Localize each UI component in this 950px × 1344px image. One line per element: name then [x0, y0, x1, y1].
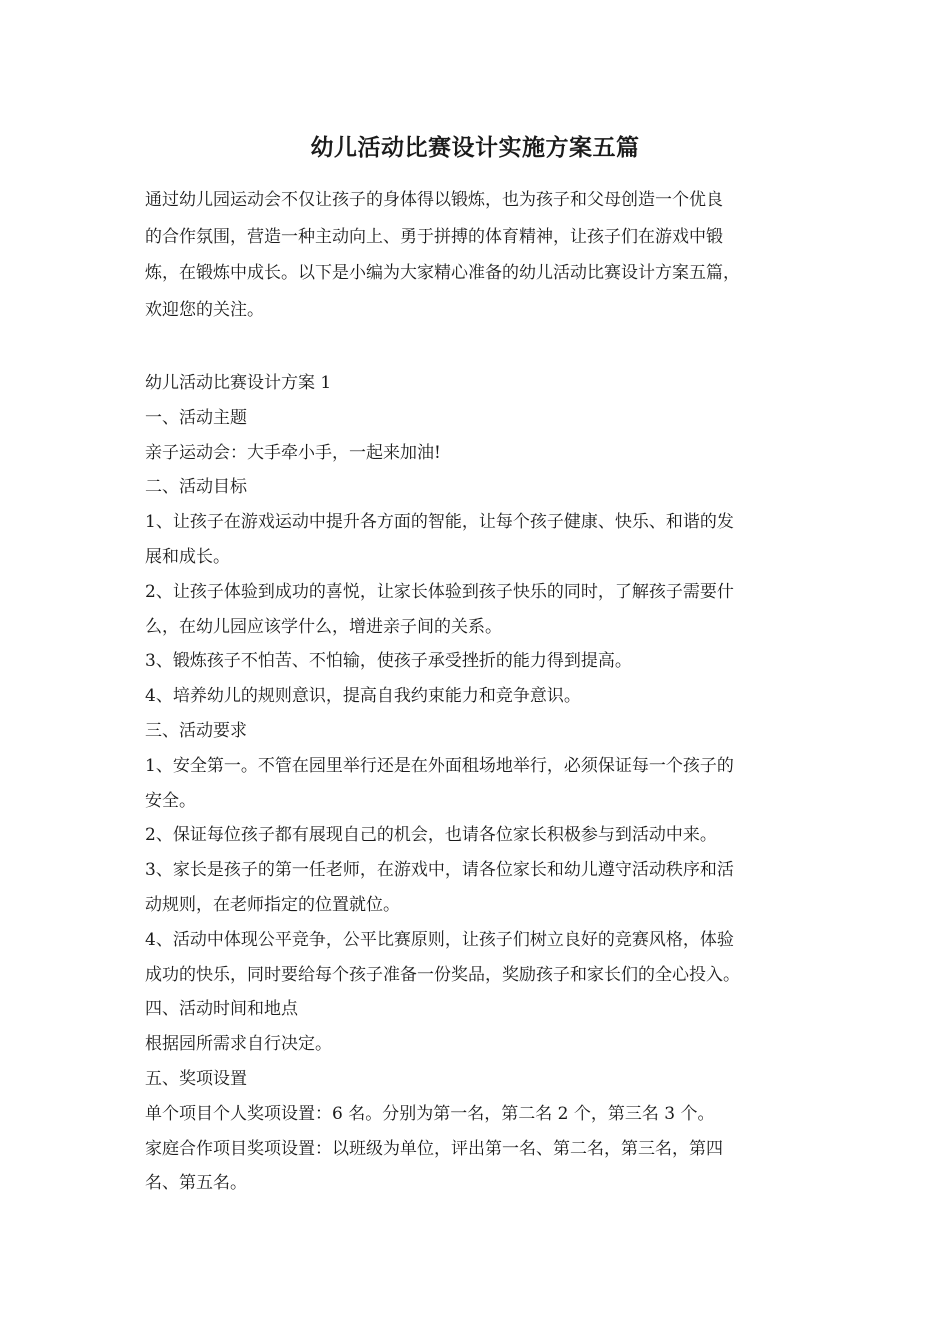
- body-line: 名、第五名。: [145, 1173, 247, 1194]
- body-line: 安全。: [145, 790, 196, 811]
- body-line: 2、让孩子体验到成功的喜悦，让家长体验到孩子快乐的同时，了解孩子需要什: [145, 581, 734, 602]
- subsection-heading: 二、活动目标: [145, 477, 247, 498]
- intro-line: 欢迎您的关注。: [145, 299, 264, 320]
- section-heading: 幼儿活动比赛设计方案 1: [145, 373, 332, 393]
- body-line: 3、锻炼孩子不怕苦、不怕输，使孩子承受挫折的能力得到提高。: [145, 651, 632, 672]
- subsection-heading: 一、活动主题: [145, 407, 247, 428]
- document-title: 幼儿活动比赛设计实施方案五篇: [310, 134, 640, 161]
- body-line: 1、安全第一。不管在园里举行还是在外面租场地举行，必须保证每一个孩子的: [145, 755, 734, 776]
- subsection-heading: 三、活动要求: [145, 720, 247, 741]
- body-line: 成功的快乐，同时要给每个孩子准备一份奖品，奖励孩子和家长们的全心投入。: [145, 964, 740, 985]
- body-line: 根据园所需求自行决定。: [145, 1034, 332, 1055]
- body-line: 2、保证每位孩子都有展现自己的机会，也请各位家长积极参与到活动中来。: [145, 825, 717, 846]
- body-line: 动规则，在老师指定的位置就位。: [145, 894, 400, 915]
- subsection-heading: 五、奖项设置: [145, 1068, 247, 1089]
- intro-line: 的合作氛围，营造一种主动向上、勇于拼搏的体育精神，让孩子们在游戏中锻: [145, 226, 723, 247]
- document-body: [145, 366, 825, 1201]
- intro-line: 通过幼儿园运动会不仅让孩子的身体得以锻炼，也为孩子和父母创造一个优良: [145, 190, 723, 210]
- body-line: 家庭合作项目奖项设置：以班级为单位，评出第一名、第二名，第三名，第四: [145, 1138, 723, 1159]
- body-line: 亲子运动会：大手牵小手，一起来加油!: [145, 442, 441, 463]
- body-line: 展和成长。: [145, 546, 230, 567]
- body-line: 4、活动中体现公平竞争，公平比赛原则，让孩子们树立良好的竞赛风格，体验: [145, 929, 734, 950]
- intro-paragraph: [145, 182, 825, 328]
- body-line: 1、让孩子在游戏运动中提升各方面的智能，让每个孩子健康、快乐、和谐的发: [145, 512, 734, 533]
- body-line: 么，在幼儿园应该学什么，增进亲子间的关系。: [145, 616, 502, 637]
- subsection-heading: 四、活动时间和地点: [145, 999, 298, 1020]
- body-line: 单个项目个人奖项设置：6 名。分别为第一名，第二名 2 个，第三名 3 个。: [145, 1103, 715, 1124]
- body-line: 4、培养幼儿的规则意识，提高自我约束能力和竞争意识。: [145, 686, 581, 707]
- body-line: 3、家长是孩子的第一任老师，在游戏中，请各位家长和幼儿遵守活动秩序和活: [145, 860, 734, 881]
- intro-line: 炼，在锻炼中成长。以下是小编为大家精心准备的幼儿活动比赛设计方案五篇，: [145, 263, 740, 283]
